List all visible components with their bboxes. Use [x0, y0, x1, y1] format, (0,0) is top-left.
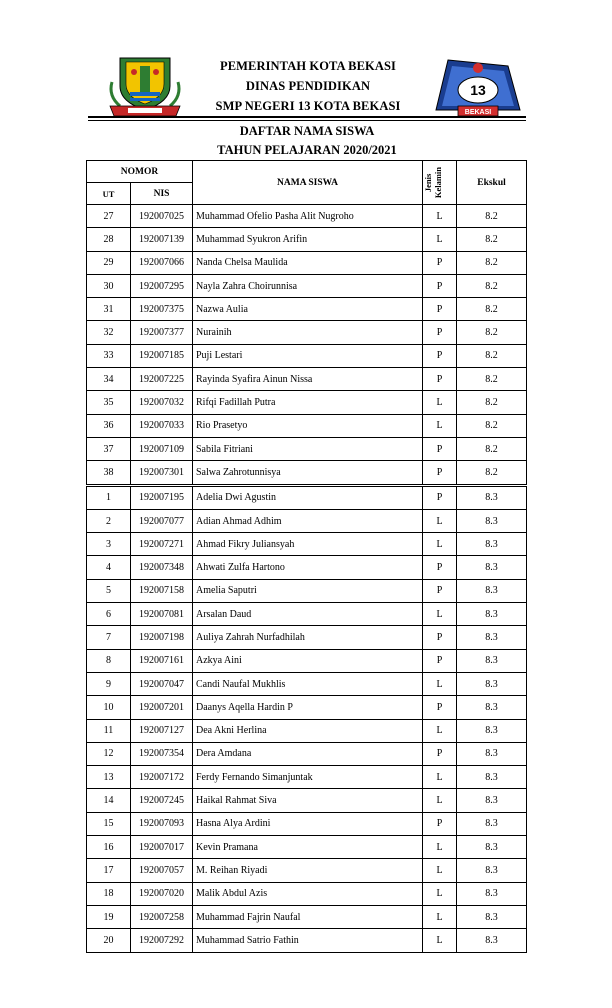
row-gender: L [423, 228, 457, 251]
table-row [87, 205, 527, 228]
document-title: DAFTAR NAMA SISWA [239, 124, 375, 138]
row-name: Salwa Zahrotunnisya [193, 461, 423, 485]
table-body [87, 205, 527, 953]
row-ut: 29 [87, 251, 131, 274]
row-gender: P [423, 556, 457, 579]
row-gender: P [423, 485, 457, 509]
table-row [87, 556, 527, 579]
department-name: DINAS PENDIDIKAN [245, 79, 371, 93]
row-gender: P [423, 437, 457, 460]
table-row [87, 391, 527, 414]
row-name: Puji Lestari [193, 344, 423, 367]
row-name: Candi Naufal Mukhlis [193, 672, 423, 695]
smpn13-school-badge-icon [434, 56, 522, 118]
row-ekskul: 8.2 [457, 298, 527, 321]
row-ekskul: 8.3 [457, 509, 527, 532]
government-name: PEMERINTAH KOTA BEKASI [219, 59, 397, 73]
row-name: Nayla Zahra Choirunnisa [193, 274, 423, 297]
row-nis: 192007292 [131, 929, 193, 952]
table-row [87, 766, 527, 789]
row-nis: 192007198 [131, 626, 193, 649]
row-ekskul: 8.3 [457, 882, 527, 905]
table-row [87, 929, 527, 952]
row-gender: L [423, 414, 457, 437]
row-ut: 12 [87, 742, 131, 765]
table-row [87, 626, 527, 649]
row-name: Malik Abdul Azis [193, 882, 423, 905]
row-gender: P [423, 696, 457, 719]
table-row [87, 509, 527, 532]
table-row [87, 836, 527, 859]
row-name: Rifqi Fadillah Putra [193, 391, 423, 414]
row-ut: 31 [87, 298, 131, 321]
row-ut: 33 [87, 344, 131, 367]
row-gender: P [423, 461, 457, 485]
row-ekskul: 8.2 [457, 321, 527, 344]
row-gender: P [423, 251, 457, 274]
row-ut: 36 [87, 414, 131, 437]
row-ekskul: 8.2 [457, 344, 527, 367]
row-name: Muhammad Syukron Arifin [193, 228, 423, 251]
row-nis: 192007081 [131, 603, 193, 626]
row-ut: 5 [87, 579, 131, 602]
row-gender: L [423, 836, 457, 859]
row-ekskul: 8.3 [457, 789, 527, 812]
row-gender: L [423, 859, 457, 882]
row-gender: P [423, 344, 457, 367]
row-nis: 192007295 [131, 274, 193, 297]
row-ekskul: 8.3 [457, 836, 527, 859]
table-row [87, 228, 527, 251]
row-nis: 192007139 [131, 228, 193, 251]
table-row [87, 321, 527, 344]
row-name: Rio Prasetyo [193, 414, 423, 437]
row-nis: 192007066 [131, 251, 193, 274]
row-ut: 17 [87, 859, 131, 882]
row-nis: 192007172 [131, 766, 193, 789]
header-jenis-kelamin [423, 161, 457, 205]
row-nis: 192007077 [131, 509, 193, 532]
row-ekskul: 8.2 [457, 414, 527, 437]
student-table [86, 160, 527, 953]
row-nis: 192007047 [131, 672, 193, 695]
row-ut: 38 [87, 461, 131, 485]
row-name: Haikal Rahmat Siva [193, 789, 423, 812]
table-row [87, 649, 527, 672]
row-nis: 192007271 [131, 533, 193, 556]
row-name: Hasna Alya Ardini [193, 812, 423, 835]
row-ut: 8 [87, 649, 131, 672]
row-gender: L [423, 509, 457, 532]
row-ekskul: 8.2 [457, 391, 527, 414]
row-gender: P [423, 274, 457, 297]
table-row [87, 905, 527, 928]
row-ut: 16 [87, 836, 131, 859]
badge-number: 13 [470, 82, 486, 98]
row-ekskul: 8.3 [457, 719, 527, 742]
row-gender: L [423, 789, 457, 812]
row-ut: 34 [87, 368, 131, 391]
row-nis: 192007057 [131, 859, 193, 882]
table-row [87, 789, 527, 812]
row-nis: 192007245 [131, 789, 193, 812]
row-nis: 192007025 [131, 205, 193, 228]
table-row [87, 485, 527, 509]
header-rule-thick [88, 116, 526, 118]
row-ut: 18 [87, 882, 131, 905]
header-nomor: NOMOR [87, 161, 193, 183]
row-gender: P [423, 321, 457, 344]
row-ut: 3 [87, 533, 131, 556]
row-ut: 19 [87, 905, 131, 928]
row-ut: 20 [87, 929, 131, 952]
row-gender: P [423, 742, 457, 765]
table-row [87, 461, 527, 485]
table-row [87, 859, 527, 882]
row-gender: P [423, 298, 457, 321]
row-nis: 192007033 [131, 414, 193, 437]
row-nis: 192007127 [131, 719, 193, 742]
row-name: Rayinda Syafira Ainun Nissa [193, 368, 423, 391]
row-nis: 192007158 [131, 579, 193, 602]
school-year: TAHUN PELAJARAN 2020/2021 [217, 143, 397, 157]
table-row [87, 812, 527, 835]
row-name: Dera Amdana [193, 742, 423, 765]
row-ekskul: 8.3 [457, 859, 527, 882]
row-name: Adelia Dwi Agustin [193, 485, 423, 509]
table-row [87, 696, 527, 719]
row-ekskul: 8.2 [457, 205, 527, 228]
row-gender: L [423, 391, 457, 414]
row-nis: 192007185 [131, 344, 193, 367]
row-name: Ahmad Fikry Juliansyah [193, 533, 423, 556]
row-ut: 9 [87, 672, 131, 695]
row-nis: 192007020 [131, 882, 193, 905]
row-gender: L [423, 929, 457, 952]
table-row [87, 742, 527, 765]
row-ekskul: 8.3 [457, 742, 527, 765]
header-ut: UT [87, 183, 131, 205]
header-rule-thin [88, 120, 526, 121]
row-nis: 192007348 [131, 556, 193, 579]
table-row [87, 414, 527, 437]
table-row [87, 882, 527, 905]
row-gender: L [423, 766, 457, 789]
row-name: Nurainih [193, 321, 423, 344]
row-gender: P [423, 368, 457, 391]
row-ut: 13 [87, 766, 131, 789]
row-name: Dea Akni Herlina [193, 719, 423, 742]
row-ekskul: 8.2 [457, 251, 527, 274]
letterhead [0, 0, 612, 157]
row-ekskul: 8.3 [457, 603, 527, 626]
table-row [87, 344, 527, 367]
row-ut: 2 [87, 509, 131, 532]
row-ekskul: 8.3 [457, 626, 527, 649]
header-nama: NAMA SISWA [193, 161, 423, 205]
row-ekskul: 8.2 [457, 368, 527, 391]
row-ut: 6 [87, 603, 131, 626]
table-row [87, 274, 527, 297]
row-ut: 1 [87, 485, 131, 509]
row-ekskul: 8.3 [457, 579, 527, 602]
row-ut: 10 [87, 696, 131, 719]
row-nis: 192007093 [131, 812, 193, 835]
row-gender: L [423, 905, 457, 928]
table-row [87, 719, 527, 742]
row-ekskul: 8.3 [457, 812, 527, 835]
row-nis: 192007017 [131, 836, 193, 859]
row-ekskul: 8.2 [457, 437, 527, 460]
row-gender: P [423, 579, 457, 602]
row-ut: 27 [87, 205, 131, 228]
row-ekskul: 8.2 [457, 274, 527, 297]
row-gender: P [423, 649, 457, 672]
row-ekskul: 8.3 [457, 649, 527, 672]
row-name: Kevin Pramana [193, 836, 423, 859]
row-nis: 192007109 [131, 437, 193, 460]
row-ekskul: 8.3 [457, 766, 527, 789]
table-row [87, 437, 527, 460]
row-ekskul: 8.3 [457, 556, 527, 579]
row-ut: 14 [87, 789, 131, 812]
row-ekskul: 8.3 [457, 672, 527, 695]
table-row [87, 672, 527, 695]
row-nis: 192007354 [131, 742, 193, 765]
row-gender: L [423, 603, 457, 626]
row-name: Muhammad Fajrin Naufal [193, 905, 423, 928]
row-gender: L [423, 882, 457, 905]
row-name: Muhammad Satrio Fathin [193, 929, 423, 952]
row-gender: L [423, 719, 457, 742]
row-nis: 192007225 [131, 368, 193, 391]
table-row [87, 579, 527, 602]
row-nis: 192007032 [131, 391, 193, 414]
header-nis: NIS [131, 183, 193, 205]
row-name: Arsalan Daud [193, 603, 423, 626]
row-nis: 192007195 [131, 485, 193, 509]
row-ekskul: 8.3 [457, 485, 527, 509]
row-name: Azkya Aini [193, 649, 423, 672]
table-row [87, 603, 527, 626]
row-name: Adian Ahmad Adhim [193, 509, 423, 532]
table-row [87, 368, 527, 391]
row-nis: 192007161 [131, 649, 193, 672]
bekasi-city-emblem-icon [106, 52, 184, 118]
badge-city-text: BEKASI [464, 109, 492, 116]
row-name: Nanda Chelsa Maulida [193, 251, 423, 274]
row-ekskul: 8.3 [457, 696, 527, 719]
row-nis: 192007377 [131, 321, 193, 344]
row-ekskul: 8.3 [457, 905, 527, 928]
row-ekskul: 8.2 [457, 461, 527, 485]
school-name: SMP NEGERI 13 KOTA BEKASI [215, 99, 401, 113]
row-ut: 28 [87, 228, 131, 251]
header-jenis-kelamin-label: Jenis Kelamin [423, 166, 443, 199]
row-nis: 192007301 [131, 461, 193, 485]
row-name: Ahwati Zulfa Hartono [193, 556, 423, 579]
row-name: Daanys Aqella Hardin P [193, 696, 423, 719]
row-gender: L [423, 672, 457, 695]
row-name: Nazwa Aulia [193, 298, 423, 321]
row-gender: L [423, 205, 457, 228]
row-ekskul: 8.2 [457, 228, 527, 251]
row-ekskul: 8.3 [457, 533, 527, 556]
row-ut: 37 [87, 437, 131, 460]
row-gender: L [423, 533, 457, 556]
table-row [87, 298, 527, 321]
row-nis: 192007201 [131, 696, 193, 719]
row-name: Auliya Zahrah Nurfadhilah [193, 626, 423, 649]
row-gender: P [423, 812, 457, 835]
row-name: Amelia Saputri [193, 579, 423, 602]
row-name: Ferdy Fernando Simanjuntak [193, 766, 423, 789]
row-ut: 30 [87, 274, 131, 297]
row-ut: 7 [87, 626, 131, 649]
row-gender: P [423, 626, 457, 649]
row-ut: 4 [87, 556, 131, 579]
row-ekskul: 8.3 [457, 929, 527, 952]
row-nis: 192007258 [131, 905, 193, 928]
row-ut: 32 [87, 321, 131, 344]
table-row [87, 533, 527, 556]
header-ekskul: Ekskul [457, 161, 527, 205]
row-name: M. Reihan Riyadi [193, 859, 423, 882]
row-name: Muhammad Ofelio Pasha Alit Nugroho [193, 205, 423, 228]
row-ut: 35 [87, 391, 131, 414]
table-row [87, 251, 527, 274]
row-name: Sabila Fitriani [193, 437, 423, 460]
row-ut: 11 [87, 719, 131, 742]
row-ut: 15 [87, 812, 131, 835]
row-nis: 192007375 [131, 298, 193, 321]
